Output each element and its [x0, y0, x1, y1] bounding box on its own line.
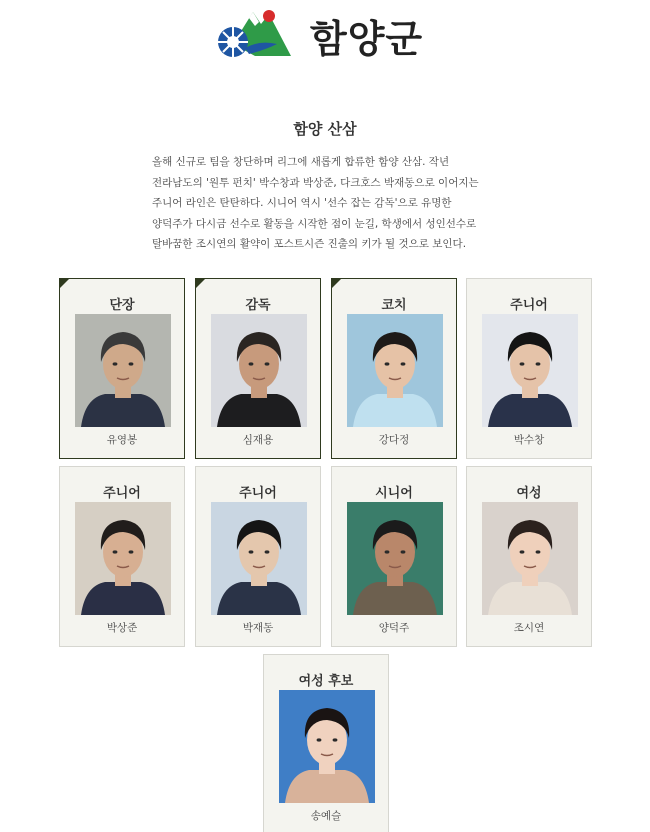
- member-card: [195, 466, 321, 647]
- member-role: 감독: [245, 298, 271, 313]
- portrait-photo: [347, 314, 443, 427]
- member-role: 주니어: [510, 298, 548, 313]
- member-card: [466, 466, 592, 647]
- member-role: 주니어: [103, 486, 141, 501]
- member-photo: [482, 314, 578, 427]
- corner-mark: [331, 278, 342, 289]
- member-photo: [211, 502, 307, 615]
- team-description: [152, 152, 512, 255]
- member-name: 양덕주: [378, 622, 410, 634]
- description-line: 주니어 라인은 탄탄하다. 시니어 역시 '선수 잡는 감독'으로 유명한: [152, 197, 452, 209]
- member-card: [59, 466, 185, 647]
- member-photo: [347, 314, 443, 427]
- member-photo: [279, 690, 375, 803]
- member-card: [331, 466, 457, 647]
- portrait-photo: [75, 502, 171, 615]
- member-card: [195, 278, 321, 459]
- member-role: 여성: [516, 486, 542, 501]
- member-name: 박수창: [513, 434, 545, 446]
- portrait-photo: [482, 314, 578, 427]
- corner-mark: [195, 278, 206, 289]
- member-name: 박상준: [106, 622, 138, 634]
- member-photo: [211, 314, 307, 427]
- member-role: 단장: [109, 298, 135, 313]
- member-role: 주니어: [239, 486, 277, 501]
- hamyang-emblem-icon: [215, 4, 295, 62]
- description-line: 전라남도의 '원투 펀치' 박수창과 박상준, 다크호스 박재동으로 이어지는: [152, 176, 479, 189]
- member-card: [263, 654, 389, 832]
- logo-text: 함양군: [310, 17, 424, 61]
- member-role: 코치: [381, 298, 407, 313]
- member-name: 심재용: [242, 434, 274, 446]
- member-name: 박재동: [242, 622, 274, 634]
- portrait-photo: [347, 502, 443, 615]
- team-title: 함양 산삼: [293, 120, 357, 138]
- description-line: 올해 신규로 팀을 창단하며 리그에 새롭게 합류한 함양 산삼. 작년: [152, 156, 450, 168]
- corner-mark: [59, 278, 70, 289]
- member-card: [59, 278, 185, 459]
- portrait-photo: [211, 502, 307, 615]
- member-photo: [347, 502, 443, 615]
- description-line: 탈바꿈한 조시연의 활약이 포스트시즌 진출의 키가 될 것으로 보인다.: [152, 238, 467, 250]
- description-line: 양덕주가 다시금 선수로 활동을 시작한 점이 눈길, 학생에서 성인선수로: [152, 217, 477, 230]
- member-name: 강다정: [378, 434, 410, 446]
- member-card: [466, 278, 592, 459]
- member-name: 송예슬: [310, 810, 342, 822]
- member-photo: [75, 314, 171, 427]
- member-photo: [75, 502, 171, 615]
- portrait-photo: [75, 314, 171, 427]
- member-role: 여성 후보: [298, 674, 354, 689]
- member-photo: [482, 502, 578, 615]
- member-role: 시니어: [375, 486, 413, 501]
- member-name: 유영봉: [106, 434, 138, 446]
- member-name: 조시연: [513, 622, 545, 634]
- portrait-photo: [482, 502, 578, 615]
- header: [0, 0, 650, 75]
- portrait-photo: [211, 314, 307, 427]
- member-card: [331, 278, 457, 459]
- portrait-photo: [279, 690, 375, 803]
